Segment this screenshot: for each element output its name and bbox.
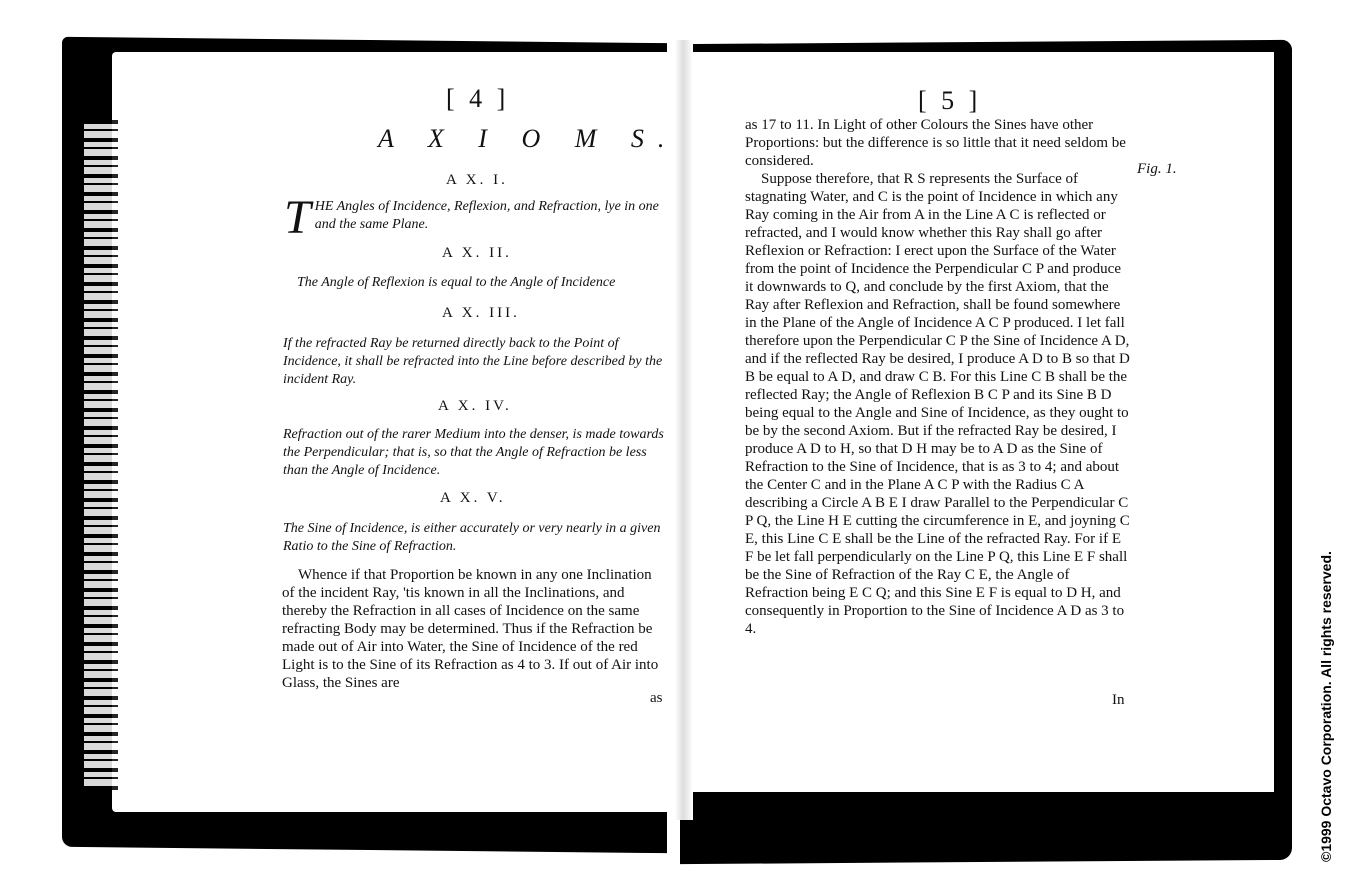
axiom-heading-5: A X. V. xyxy=(440,490,506,506)
left-folio: [ 4 ] xyxy=(446,84,510,113)
right-catchword: In xyxy=(1112,692,1125,708)
figure-reference: Fig. 1. xyxy=(1137,161,1177,177)
axiom-text-1 xyxy=(284,191,664,244)
gutter xyxy=(675,40,693,820)
right-paragraph-2: Suppose therefore, that R S represents the Surface of stagnating Water, and C is the point of Incidence in which any Ray coming in the Air from A in the Line A C is reflected or refracted, and I would know whether this Ray shall go after Reflexion or Refraction: I erect upon the Surface of the Water from the point of Incidence the Perpendicular C P and produce it downwards to Q, and conclude by the first Axiom, that the Ray after Reflexion and Refraction, shall be found somewhere in the Plane of the Angle of Incidence A C P produced. I let fall therefore upon the Perpendicular C P the Sine of Incidence A D, and if the reflected Ray be desired, I produce A D to B so that D B be equal to A D, and draw C B. For this Line C B shall be the reflected Ray; the Angle of Reflexion B C P and its Sine B D being equal to the Angle and Sine of Incidence, as they ought to be by the second Axiom. But if the refracted Ray be desired, I produce A D to H, so that D H may be to A D as the Sine of Refraction to the Sine of Incidence, that is as 3 to 4; and about the Center C and in the Plane A C P with the Radius C A describing a Circle A B E I draw Parallel to the Perpendicular C P Q, the Line H E cutting the circumference in E, and joyning C E, this Line C E shall be the Line of the refracted Ray. For if E F be let fall perpendicularly on the Line P Q, this Line E F shall be the Sine of Refraction of the Ray C E, the Angle of Refraction being E C Q; and this Sine E F is equal to D H, and consequently in Proportion to the Sine of Incidence A D as 3 to 4. xyxy=(745,171,1130,637)
axiom-text-2: The Angle of Reflexion is equal to the Angle of Incidence xyxy=(297,275,616,290)
axiom-heading-4: A X. IV. xyxy=(438,398,512,414)
axiom-heading-2: A X. II. xyxy=(442,245,512,261)
left-paragraph: Whence if that Proportion be known in any one Inclination of the incident Ray, 'tis known in all the Inclinations, and thereby the Refraction in all cases of Incidence on the same refracting Body may be determined. Thus if the Refraction be made out of Air into Water, the Sine of Incidence of the red Light is to the Sine of its Refraction as 4 to 3. If out of Air into Glass, the Sines are xyxy=(282,567,659,691)
axiom-text-4: Refraction out of the rarer Medium into the denser, is made towards the Perpendicular; that is, so that the Angle of Refraction be less than the Angle of Incidence. xyxy=(283,427,664,478)
page-title: A X I O M S. xyxy=(378,124,679,153)
axiom-1-body: HE Angles of Incidence, Reflexion, and Refraction, lye in one and the same Plane. xyxy=(314,199,659,232)
drop-cap: T xyxy=(284,191,311,244)
axiom-heading-3: A X. III. xyxy=(442,305,520,321)
axiom-text-3: If the refracted Ray be returned directly back to the Point of Incidence, it shall be refracted into the Line before described by the incident Ray. xyxy=(283,336,663,387)
axiom-text-5: The Sine of Incidence, is either accurately or very nearly in a given Ratio to the Sine of Refraction. xyxy=(283,521,661,554)
left-catchword: as xyxy=(650,690,663,706)
axiom-heading-1: A X. I. xyxy=(446,172,508,188)
right-folio: [ 5 ] xyxy=(918,86,982,115)
page-edge-marks xyxy=(84,120,118,790)
copyright-notice: ©1999 Octavo Corporation. All rights reserved. xyxy=(1318,551,1334,862)
right-paragraph-1: as 17 to 11. In Light of other Colours the Sines have other Proportions: but the difference is so little that it need seldom be considered. xyxy=(745,117,1126,169)
